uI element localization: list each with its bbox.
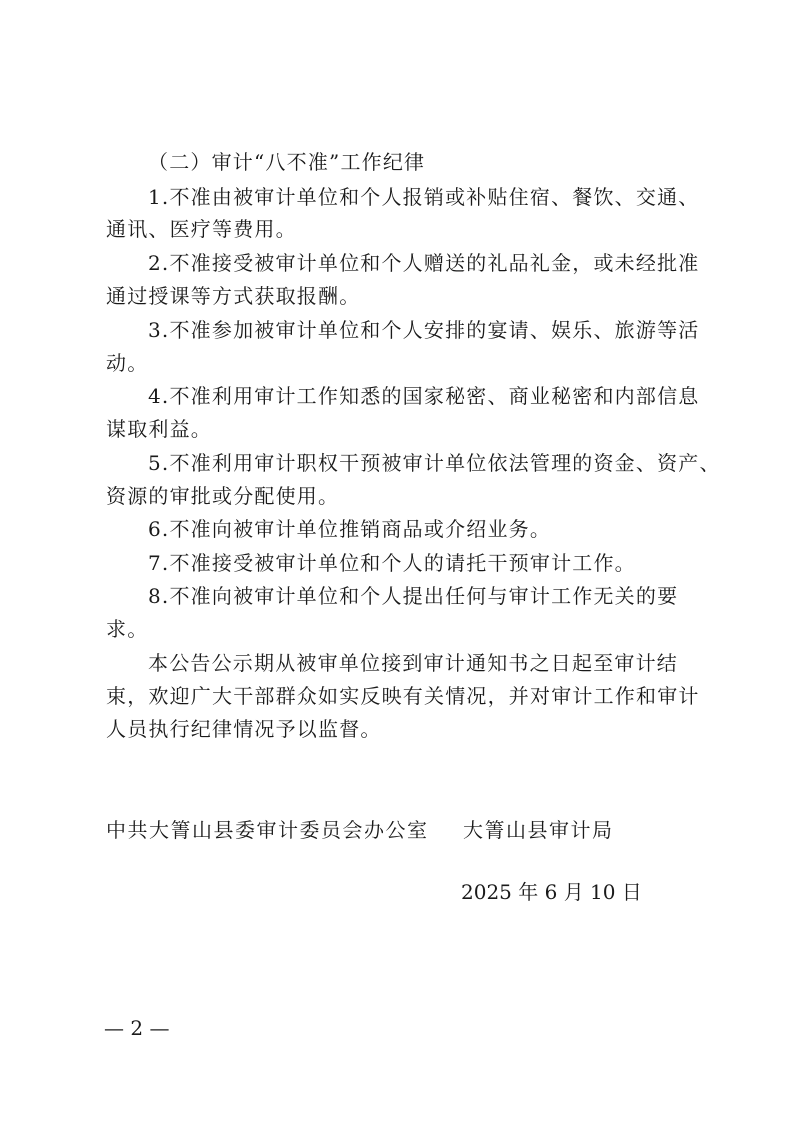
item-4-line-2: 谋取利益。 xyxy=(106,417,212,441)
item-5-line-1: 5.不准利用审计职权干预被审计单位依法管理的资金、资产、 xyxy=(148,451,721,475)
item-8-line-2: 求。 xyxy=(106,617,149,641)
notice-line-3: 人员执行纪律情况予以监督。 xyxy=(106,717,382,741)
signature-committee-office: 中共大箐山县委审计委员会办公室 xyxy=(106,818,429,842)
item-3-line-1: 3.不准参加被审计单位和个人安排的宴请、娱乐、旅游等活 xyxy=(148,318,700,342)
signature-audit-bureau: 大箐山县审计局 xyxy=(463,818,614,842)
page-number: — 2 — xyxy=(104,1016,170,1040)
item-2-line-2: 通过授课等方式获取报酬。 xyxy=(106,284,361,308)
item-5-line-2: 资源的审批或分配使用。 xyxy=(106,484,340,508)
section-heading: （二）审计“八不准”工作纪律 xyxy=(148,150,426,174)
item-1-line-1: 1.不准由被审计单位和个人报销或补贴住宿、餐饮、交通、 xyxy=(148,185,700,209)
item-3-line-2: 动。 xyxy=(106,351,149,375)
item-7-line-1: 7.不准接受被审计单位和个人的请托干预审计工作。 xyxy=(148,551,636,575)
notice-line-1: 本公告公示期从被审单位接到审计通知书之日起至审计结 xyxy=(148,651,678,675)
item-6-line-1: 6.不准向被审计单位推销商品或介绍业务。 xyxy=(148,517,552,541)
item-4-line-1: 4.不准利用审计工作知悉的国家秘密、商业秘密和内部信息 xyxy=(148,384,700,408)
notice-line-2: 束，欢迎广大干部群众如实反映有关情况，并对审计工作和审计 xyxy=(106,684,700,708)
item-1-line-2: 通讯、医疗等费用。 xyxy=(106,217,297,241)
issue-date: 2025 年 6 月 10 日 xyxy=(461,880,642,904)
item-8-line-1: 8.不准向被审计单位和个人提出任何与审计工作无关的要 xyxy=(148,584,679,608)
item-2-line-1: 2.不准接受被审计单位和个人赠送的礼品礼金，或未经批准 xyxy=(148,251,700,275)
